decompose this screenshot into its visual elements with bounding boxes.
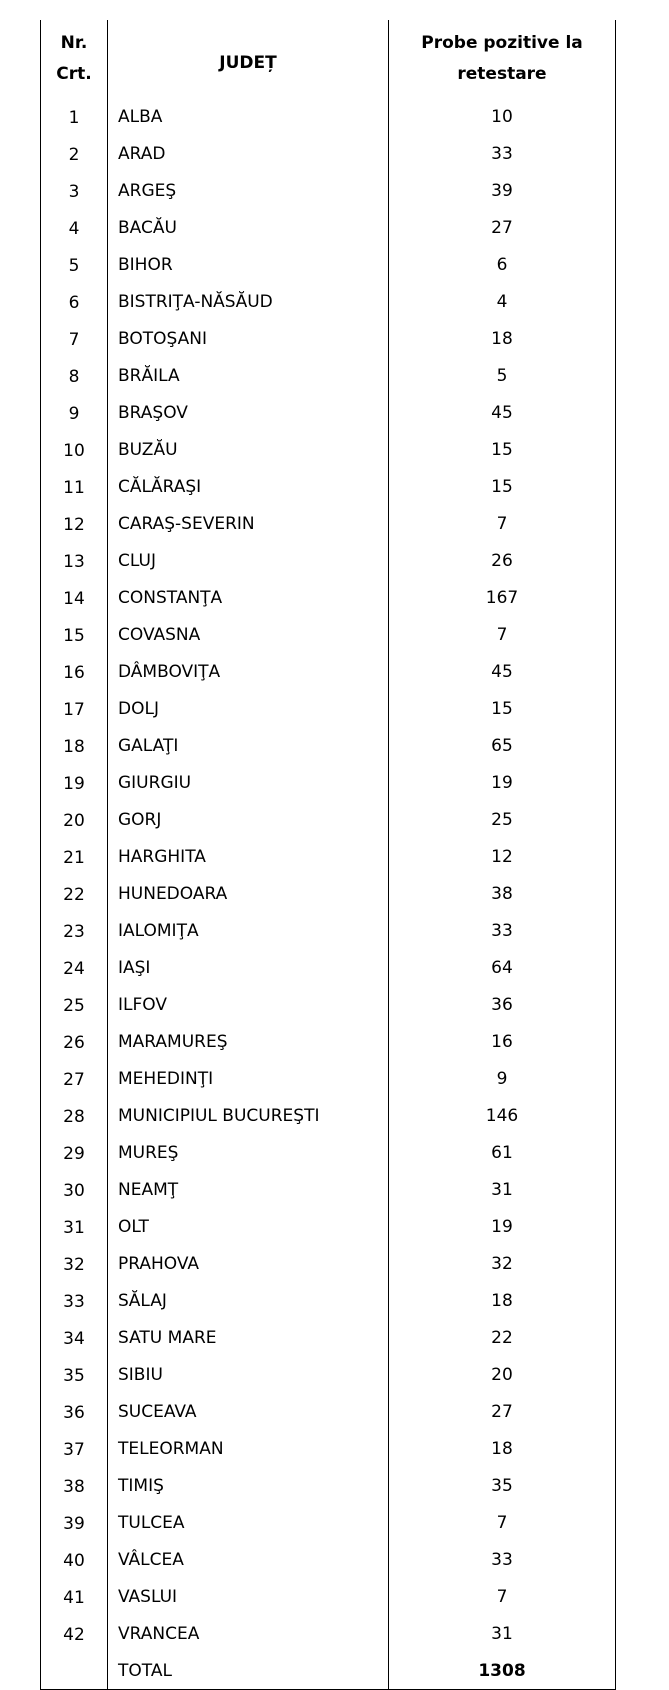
table-row [41,1282,616,1319]
county-name-cell: IAŞI [108,949,389,986]
row-number-cell: 8 [41,357,108,394]
county-name-cell: BISTRIŢA-NĂSĂUD [108,283,389,320]
county-name-cell: BRAŞOV [108,394,389,431]
total-value: 1308 [389,1652,616,1690]
table-row [41,135,616,172]
table-row [41,98,616,135]
positive-count-cell: 39 [389,172,616,209]
positive-count-cell: 6 [389,246,616,283]
positive-count-cell: 19 [389,764,616,801]
positive-count-cell: 19 [389,1208,616,1245]
header-nr-line2: Crt. [56,64,92,84]
row-number-cell: 6 [41,283,108,320]
table-row [41,838,616,875]
row-number-cell: 33 [41,1282,108,1319]
header-row [41,20,616,98]
positive-count-cell: 26 [389,542,616,579]
county-name-cell: VRANCEA [108,1615,389,1652]
table-row [41,1467,616,1504]
table-row [41,690,616,727]
county-name-cell: GALAŢI [108,727,389,764]
row-number-cell: 41 [41,1578,108,1615]
county-name-cell: HUNEDOARA [108,875,389,912]
table-row [41,283,616,320]
positive-count-cell: 33 [389,1541,616,1578]
county-name-cell: COVASNA [108,616,389,653]
table-row [41,1097,616,1134]
row-number-cell: 26 [41,1023,108,1060]
county-name-cell: MUNICIPIUL BUCUREŞTI [108,1097,389,1134]
row-number-cell: 38 [41,1467,108,1504]
county-name-cell: GORJ [108,801,389,838]
positive-count-cell: 18 [389,320,616,357]
row-number-cell: 13 [41,542,108,579]
positive-count-cell: 9 [389,1060,616,1097]
positive-count-cell: 18 [389,1430,616,1467]
county-name-cell: ARGEŞ [108,172,389,209]
table-row [41,1356,616,1393]
county-name-cell: BUZĂU [108,431,389,468]
positive-count-cell: 31 [389,1171,616,1208]
column-header-judet: JUDEȚ [108,20,389,98]
positive-count-cell: 32 [389,1245,616,1282]
county-name-cell: HARGHITA [108,838,389,875]
row-number-cell: 34 [41,1319,108,1356]
county-name-cell: SATU MARE [108,1319,389,1356]
positive-count-cell: 167 [389,579,616,616]
row-number-cell: 10 [41,431,108,468]
table-row [41,653,616,690]
positive-count-cell: 33 [389,912,616,949]
row-number-cell: 11 [41,468,108,505]
table-row [41,1504,616,1541]
table-row [41,505,616,542]
row-number-cell: 12 [41,505,108,542]
row-number-cell: 32 [41,1245,108,1282]
positive-count-cell: 27 [389,1393,616,1430]
table-row [41,1615,616,1652]
county-name-cell: BOTOŞANI [108,320,389,357]
row-number-cell: 17 [41,690,108,727]
table-row [41,1245,616,1282]
row-number-cell: 5 [41,246,108,283]
row-number-cell: 23 [41,912,108,949]
table-row [41,320,616,357]
positive-retest-table [40,20,616,1690]
county-name-cell: OLT [108,1208,389,1245]
county-name-cell: MEHEDINŢI [108,1060,389,1097]
row-number-cell: 36 [41,1393,108,1430]
county-name-cell: TIMIŞ [108,1467,389,1504]
county-name-cell: VASLUI [108,1578,389,1615]
row-number-cell: 18 [41,727,108,764]
row-number-cell: 24 [41,949,108,986]
header-probe-line1: Probe pozitive la [421,33,583,53]
county-name-cell: MUREŞ [108,1134,389,1171]
table-row [41,357,616,394]
table-row [41,1208,616,1245]
table-row [41,949,616,986]
table-header [41,20,616,98]
table-row [41,912,616,949]
row-number-cell: 31 [41,1208,108,1245]
positive-count-cell: 7 [389,616,616,653]
row-number-cell: 1 [41,98,108,135]
row-number-cell: 40 [41,1541,108,1578]
positive-count-cell: 146 [389,1097,616,1134]
county-name-cell: CĂLĂRAŞI [108,468,389,505]
positive-count-cell: 20 [389,1356,616,1393]
positive-count-cell: 15 [389,468,616,505]
county-name-cell: MARAMUREŞ [108,1023,389,1060]
positive-count-cell: 33 [389,135,616,172]
positive-count-cell: 45 [389,394,616,431]
row-number-cell: 21 [41,838,108,875]
row-number-cell: 25 [41,986,108,1023]
table-row [41,1393,616,1430]
table-footer [41,1652,616,1690]
row-number-cell: 4 [41,209,108,246]
table-row [41,246,616,283]
row-number-cell: 7 [41,320,108,357]
row-number-cell: 37 [41,1430,108,1467]
row-number-cell: 35 [41,1356,108,1393]
county-name-cell: BRĂILA [108,357,389,394]
row-number-cell: 19 [41,764,108,801]
row-number-cell: 30 [41,1171,108,1208]
table-row [41,468,616,505]
positive-count-cell: 25 [389,801,616,838]
total-row [41,1652,616,1690]
county-name-cell: TELEORMAN [108,1430,389,1467]
table-row [41,764,616,801]
table-row [41,1023,616,1060]
table-row [41,394,616,431]
table-body [41,98,616,1652]
county-name-cell: SĂLAJ [108,1282,389,1319]
row-number-cell: 9 [41,394,108,431]
county-name-cell: TULCEA [108,1504,389,1541]
row-number-cell: 28 [41,1097,108,1134]
header-nr-line1: Nr. [60,33,88,53]
table-row [41,801,616,838]
positive-count-cell: 22 [389,1319,616,1356]
positive-count-cell: 65 [389,727,616,764]
county-name-cell: BACĂU [108,209,389,246]
county-name-cell: GIURGIU [108,764,389,801]
county-name-cell: BIHOR [108,246,389,283]
positive-count-cell: 10 [389,98,616,135]
county-name-cell: ALBA [108,98,389,135]
positive-count-cell: 4 [389,283,616,320]
table-row [41,616,616,653]
row-number-cell: 20 [41,801,108,838]
positive-count-cell: 15 [389,690,616,727]
row-number-cell: 22 [41,875,108,912]
county-name-cell: CLUJ [108,542,389,579]
row-number-cell: 42 [41,1615,108,1652]
county-name-cell: PRAHOVA [108,1245,389,1282]
county-name-cell: NEAMŢ [108,1171,389,1208]
positive-count-cell: 38 [389,875,616,912]
column-header-nr [41,20,108,98]
positive-count-cell: 35 [389,1467,616,1504]
county-name-cell: SIBIU [108,1356,389,1393]
county-name-cell: ILFOV [108,986,389,1023]
table-container [40,20,615,1690]
county-name-cell: ARAD [108,135,389,172]
table-row [41,172,616,209]
county-name-cell: DOLJ [108,690,389,727]
row-number-cell: 15 [41,616,108,653]
row-number-cell: 16 [41,653,108,690]
positive-count-cell: 45 [389,653,616,690]
positive-count-cell: 15 [389,431,616,468]
positive-count-cell: 7 [389,1504,616,1541]
positive-count-cell: 27 [389,209,616,246]
total-nr-cell [41,1652,108,1690]
positive-count-cell: 7 [389,505,616,542]
row-number-cell: 2 [41,135,108,172]
table-row [41,1578,616,1615]
total-label: TOTAL [108,1652,389,1690]
county-name-cell: IALOMIŢA [108,912,389,949]
row-number-cell: 39 [41,1504,108,1541]
table-row [41,1430,616,1467]
table-row [41,579,616,616]
row-number-cell: 14 [41,579,108,616]
positive-count-cell: 7 [389,1578,616,1615]
table-row [41,986,616,1023]
county-name-cell: CONSTANŢA [108,579,389,616]
header-probe-line2: retestare [457,64,547,84]
positive-count-cell: 31 [389,1615,616,1652]
county-name-cell: CARAŞ-SEVERIN [108,505,389,542]
county-name-cell: VÂLCEA [108,1541,389,1578]
positive-count-cell: 12 [389,838,616,875]
county-name-cell: DÂMBOVIŢA [108,653,389,690]
table-row [41,1060,616,1097]
table-row [41,209,616,246]
positive-count-cell: 64 [389,949,616,986]
row-number-cell: 29 [41,1134,108,1171]
positive-count-cell: 61 [389,1134,616,1171]
table-row [41,1171,616,1208]
positive-count-cell: 36 [389,986,616,1023]
positive-count-cell: 5 [389,357,616,394]
table-row [41,875,616,912]
table-row [41,1134,616,1171]
positive-count-cell: 16 [389,1023,616,1060]
column-header-probe [389,20,616,98]
table-row [41,431,616,468]
table-row [41,542,616,579]
table-row [41,727,616,764]
positive-count-cell: 18 [389,1282,616,1319]
row-number-cell: 27 [41,1060,108,1097]
county-name-cell: SUCEAVA [108,1393,389,1430]
table-row [41,1541,616,1578]
row-number-cell: 3 [41,172,108,209]
table-row [41,1319,616,1356]
